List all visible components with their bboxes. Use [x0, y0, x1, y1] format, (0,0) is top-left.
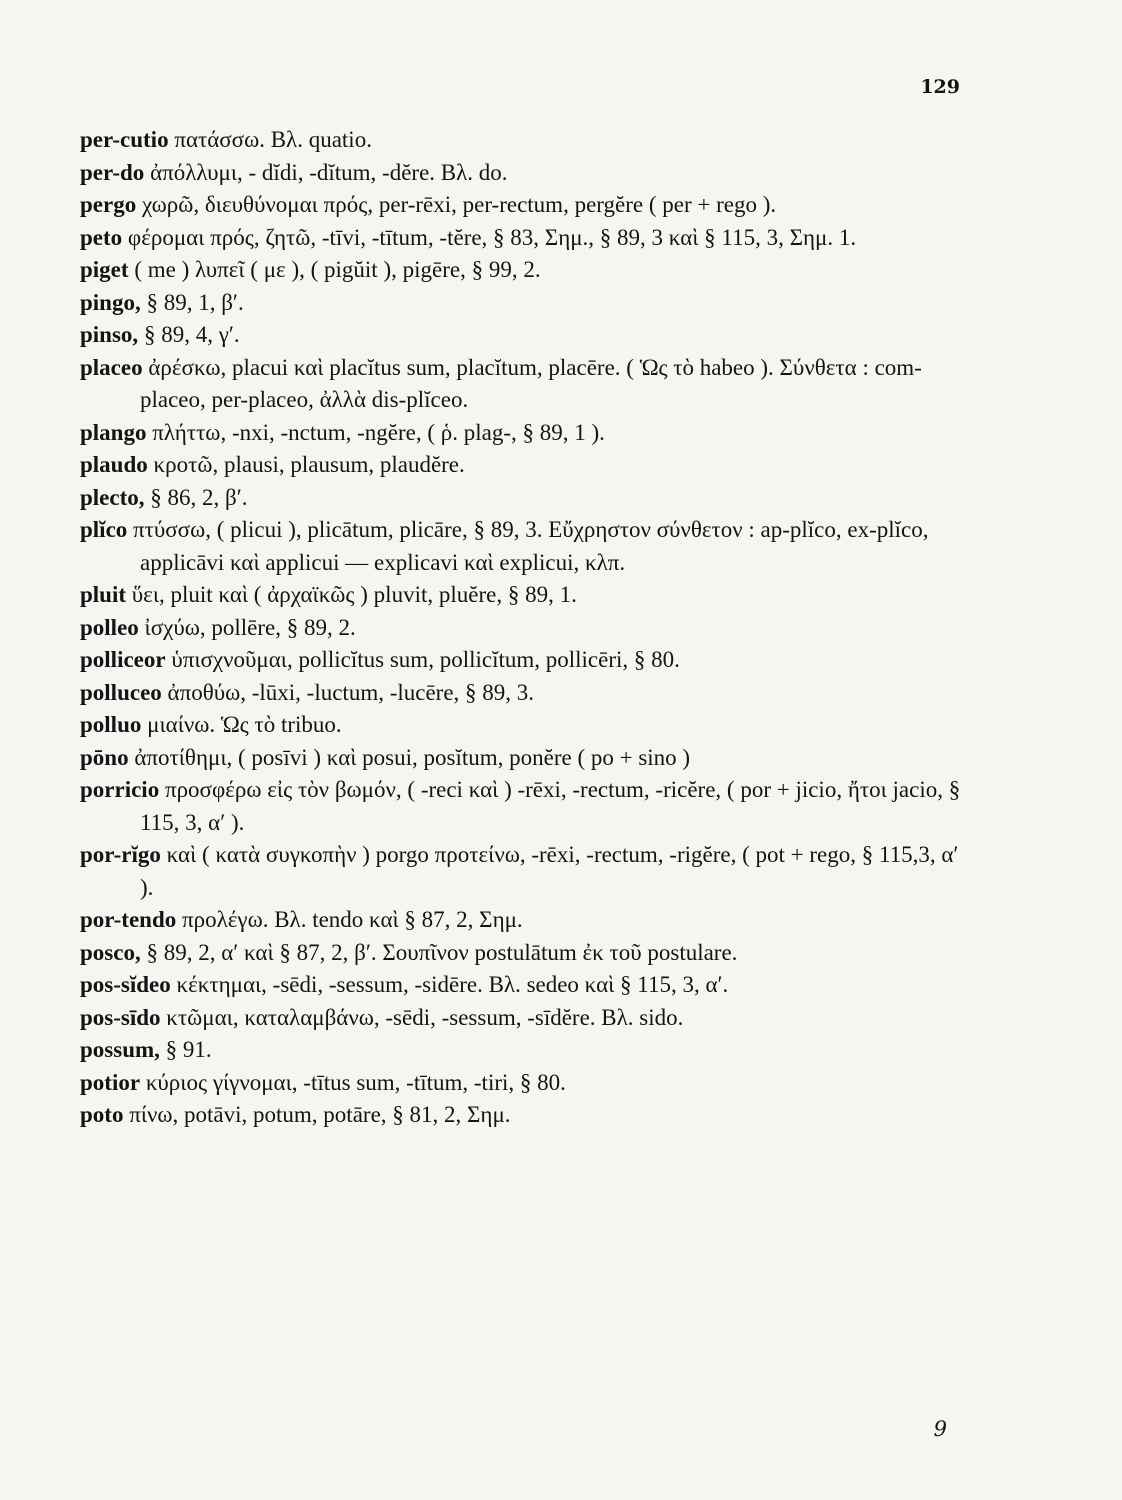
entry: [80, 644, 964, 677]
entry-headword: polliceor: [80, 647, 166, 672]
entry-definition: § 89, 4, γ′.: [138, 322, 240, 347]
entry-headword: por-rĭgo: [80, 842, 161, 867]
entry-definition: § 86, 2, β′.: [144, 484, 248, 510]
entry-definition: χωρῶ, διευθύνομαι πρός, per-rēxi, per-rectum, pergĕre ( per + rego ).: [136, 192, 777, 217]
entry-definition: προσφέρω εἰς τὸν βωμόν, ( -reci καὶ ) -rēxi, -rectum, -ricĕre, ( por + jicio, ἤτοι jacio, § 115, 3, α′ ).: [140, 777, 961, 835]
entry-definition: προλέγω. Βλ. tendo καὶ § 87, 2, Σημ.: [176, 907, 523, 932]
entry: [80, 1067, 964, 1100]
entry: [80, 514, 964, 579]
entry-definition: ( me ) λυπεῖ ( με ), ( pigŭit ), pigēre, § 99, 2.: [128, 257, 541, 282]
entry-definition: καὶ ( κατὰ συγκοπὴν ) porgo προτείνω, -rēxi, -rectum, -rigĕre, ( pot + rego, § 115,3, α′ ).: [140, 842, 959, 900]
entry-definition: § 91.: [159, 1037, 212, 1062]
entry-definition: κτῶμαι, καταλαμβάνω, -sēdi, -sessum, -sīdĕre. Βλ. sido.: [160, 1004, 684, 1030]
entry-headword: potior: [80, 1069, 141, 1095]
entry-headword: plecto,: [80, 484, 145, 510]
entry-headword: plaudo: [80, 452, 148, 477]
entry-definition: πτύσσω, ( plicui ), plicātum, plicāre, § 89, 3. Εὔχρηστον σύνθετον : ap-plĭco, ex-plĭco, applicāvi καὶ applicui — explicavi καὶ explicui, κλπ.: [127, 517, 929, 575]
entry: [80, 189, 964, 222]
entry-headword: pluit: [80, 582, 127, 607]
entry: [80, 417, 964, 450]
entry-headword: plĭco: [80, 517, 128, 542]
entry-definition: κέκτημαι, -sēdi, -sessum, -sidēre. Βλ. sedeo καὶ § 115, 3, α′.: [170, 972, 729, 997]
entry-headword: pos-sīdo: [80, 1004, 161, 1030]
entry: [80, 1034, 964, 1067]
entry-headword: pos-sĭdeo: [80, 972, 171, 997]
entry-headword: posco,: [80, 939, 141, 965]
entry: [80, 904, 964, 937]
entry: [80, 287, 964, 320]
entry: [80, 1002, 964, 1035]
entry-definition: ἀποθύω, -lūxi, -luctum, -lucēre, § 89, 3.: [161, 679, 535, 705]
entry: [80, 742, 964, 775]
entry: [80, 579, 964, 612]
entry-headword: poto: [80, 1102, 124, 1127]
entry-definition: ὑπισχνοῦμαι, pollicĭtus sum, pollicĭtum, pollicēri, § 80.: [165, 647, 680, 672]
entry-headword: pergo: [80, 192, 137, 217]
entry-definition: φέρομαι πρός, ζητῶ, -tīvi, -tītum, -tĕre, § 83, Σημ., § 89, 3 καὶ § 115, 3, Σημ. 1.: [122, 224, 857, 250]
entry: [80, 449, 964, 482]
entry: [80, 352, 964, 417]
entry: [80, 677, 964, 710]
entry-definition: πλήττω, -nxi, -nctum, -ngĕre, ( ῥ. plag-, § 89, 1 ).: [146, 419, 605, 445]
page-number: 129: [920, 76, 960, 98]
entry-headword: pingo,: [80, 289, 141, 315]
entry: [80, 774, 964, 839]
entry-definition: ἀρέσκω, placui καὶ placĭtus sum, placĭtum, placēre. ( Ὡς τὸ habeo ). Σύνθετα : com-placeo, per-placeo, ἀλλὰ dis-plĭceo.: [140, 354, 922, 412]
entry: [80, 124, 964, 157]
entry-definition: ἰσχύω, pollēre, § 89, 2.: [138, 614, 356, 640]
entry: [80, 612, 964, 645]
entry: [80, 157, 964, 190]
entry-headword: polluo: [80, 712, 142, 737]
entry: [80, 482, 964, 515]
entry-headword: piget: [80, 257, 129, 282]
entry-definition: πατάσσω. Βλ. quatio.: [168, 127, 372, 152]
entry-headword: polluceo: [80, 679, 162, 705]
entry-headword: por-tendo: [80, 907, 177, 932]
signature-mark: 9: [933, 1417, 947, 1441]
entry-definition: μιαίνω. Ὡς τὸ tribuo.: [141, 712, 342, 737]
entry-headword: per-do: [80, 159, 145, 185]
entry: [80, 969, 964, 1002]
entry-definition: πίνω, potāvi, potum, potāre, § 81, 2, Σημ.: [123, 1102, 511, 1127]
entry-headword: placeo: [80, 354, 143, 380]
entry: [80, 709, 964, 742]
entry-definition: § 89, 1, β′.: [140, 289, 244, 315]
entry-headword: polleo: [80, 614, 139, 640]
entry: [80, 254, 964, 287]
entry-definition: ἀποτίθημι, ( posīvi ) καὶ posui, posĭtum, ponĕre ( po + sino ): [128, 744, 691, 770]
entry-headword: plango: [80, 419, 147, 445]
entry-headword: peto: [80, 224, 123, 250]
entry-definition: § 89, 2, α′ καὶ § 87, 2, β′. Σουπῖνον postulātum ἐκ τοῦ postulare.: [140, 939, 738, 965]
entry-definition: κροτῶ, plausi, plausum, plaudĕre.: [147, 452, 465, 477]
entry-definition: ὕει, pluit καὶ ( ἀρχαϊκῶς ) pluvit, pluĕre, § 89, 1.: [126, 582, 577, 607]
entry-definition: ἀπόλλυμι, - dĭdi, -dĭtum, -dĕre. Βλ. do.: [144, 159, 508, 185]
entry: [80, 937, 964, 970]
entry: [80, 839, 964, 904]
entry-headword: possum,: [80, 1037, 160, 1062]
entry-headword: pinso,: [80, 322, 139, 347]
entry-headword: per-cutio: [80, 127, 169, 152]
entry: [80, 1099, 964, 1132]
entry: [80, 319, 964, 352]
entry-definition: κύριος γίγνομαι, -tītus sum, -tītum, -tiri, § 80.: [140, 1069, 566, 1095]
entry-headword: porricio: [80, 777, 160, 802]
entry: [80, 222, 964, 255]
dictionary-entries: [80, 124, 964, 1132]
entry-headword: pōno: [80, 744, 129, 770]
